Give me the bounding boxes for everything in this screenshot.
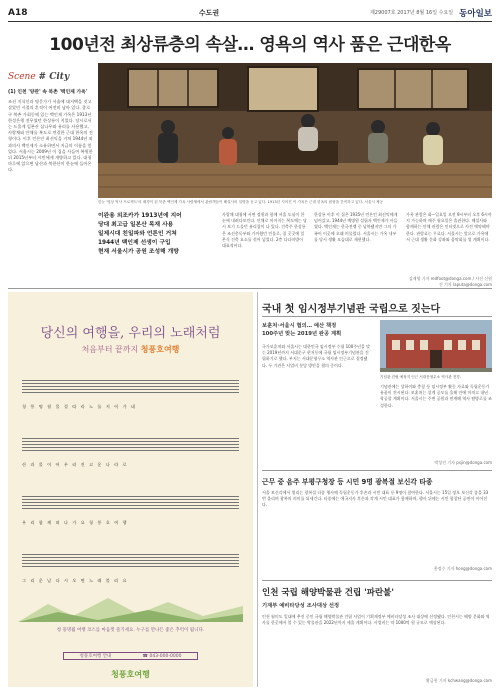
ad-title: 당신의 여행을, 우리의 노래처럼 — [40, 326, 221, 341]
ad-contact-right: ☎ 043-000-0000 — [142, 653, 182, 659]
story3-headline: 근무 중 음주 부평구청장 등 시민 9명 광복절 보신각 타종 — [262, 478, 433, 486]
main-byline: 김재영 기자 redfoot@donga.com / 사진 신원건 기자 laputa@donga.com — [408, 276, 492, 287]
music-staff — [22, 496, 239, 508]
story3-body: 서울 보신각에서 열리는 광복절 타종 행사에 독립운동가 후손과 시민 대표 등 9명이 참여한다. 서울시는 15일 정오 보신각 종을 33번 울리며 광복의 의미를 되새긴다. 타종에는 애국지사 후손과 각계 시민 대표가 함께하며, 행사 뒤에는 시민 합창단 공연이 이어진다. — [262, 490, 489, 508]
lyric-line: 산 과 물 이 어 우 러 진 고 운 나 라 로 — [22, 462, 129, 467]
main-left-column — [8, 90, 94, 174]
hanok-interior-illustration — [98, 63, 492, 198]
kicker-city: # City — [38, 72, 70, 82]
main-lead: (1) 인천 '양관' 속 북촌 '백인제 가옥' — [8, 90, 88, 95]
story4-body: 인천 월미도 일대에 추진 중인 국립 해양박물관 건립 사업이 기획재정부 예비타당성 조사 대상에 선정됐다. 인천시는 해양 문화와 역사를 한곳에서 볼 수 있는 박물관을 2022년까지 세울 계획이다. 사업비는 약 1000억 원 규모로 예상된다. — [262, 614, 490, 626]
story2-body-col1: 국가보훈처와 서울시는 대한민국 임시정부 수립 100주년을 맞는 2019년까지 서대문구 현저동에 국립 임시정부기념관을 건립하기로 했다. 부지는 서대문형무소 역사관 인근으로 결정됐다. 두 기관은 사업비 분담 방안을 협의 중이다. — [262, 344, 370, 368]
subhead: 이완용 외조카가 1913년에 지어 — [98, 213, 182, 219]
main-photo-caption: 한눈 '영상 역사 프로젝트'의 배경이 된 북촌 백인제 가옥 사랑채에서 관람객들이 해설사의 설명을 듣고 있다. 1913년 지어진 이 가옥은 근대 한옥의 원형을 간직하고 있다. 서울시 제공 — [98, 200, 383, 204]
main-body-col3: 가옥 관람은 화∼일요일 오전 9시부터 오후 6시까지 가능하며 매주 월요일은 휴관한다. 해설사와 함께하는 안채 관람은 인터넷으로 사전 예약해야 한다. 관람료는 무료다. 서울시는 앞으로 가옥에서 근대 생활 문화 강좌와 음악회를 열 계획이다. — [406, 212, 492, 242]
story2-photo-caption: 기념관 건립 예정지 인근 서대문형무소 역사관 전경. — [380, 375, 461, 379]
story4-byline: 황금천 기자 kchwang@donga.com — [425, 678, 492, 683]
main-body-col1: 사랑채 대청에 서면 정원과 함께 서울 도심이 한눈에 내려다보인다. 안채로 이어지는 복도에는 당시 보기 드물던 유리창이 나 있다. 건축주 한상룡은 조선총독부와 가까웠던 인물로, 집 곳곳에 일본식 건축 요소를 섞어 넣었다. 2층 다다미방이 대표적이다. — [222, 212, 307, 249]
story2-subhead: 보훈처·서울시 협의… 예산 책정 100주년 맞는 2019년 완공 계획 — [262, 323, 342, 337]
lyric-line: 그 리 운 날 다 시 오 면 노 래 불 러 요 — [22, 578, 129, 583]
ad-contact-left: 청풍호여행 안내 — [79, 654, 112, 659]
music-staff — [22, 380, 239, 392]
music-staff — [22, 554, 239, 566]
kicker-scene: Scene — [8, 72, 36, 82]
story3-byline: 홍정수 기자 hong@donga.com — [433, 566, 492, 571]
ad-subtitle — [8, 344, 253, 355]
lyric-line: 우 리 함 께 떠 나 가 요 청 풍 호 여 행 — [22, 520, 129, 525]
section-kicker — [8, 72, 69, 82]
section-name: 수도권 — [198, 8, 220, 17]
main-headline: 100년전 최상류층의 속살… 영욕의 역사 품은 근대한옥 — [49, 35, 451, 55]
story2-headline: 국내 첫 임시정부기념관 국립으로 짓는다 — [262, 304, 441, 315]
main-left-body: 조선 지식인과 명문가가 서울에 대저택을 짓고 살았던 시절의 흔적이 여전히 남아 있다. 종로구 북촌 가회동에 있는 백인제 가옥은 1913년 한성은행 전무였던 한상룡이 지었다. 당시로서는 드물게 일본산 삼나무와 유리를 사용했고, 사랑채와 안채를 복도로 연결한 근대 한옥의 전형이다. 이후 언론인 최선익을 거쳐 1944년 외과의사 백인제가 소유하면서 지금의 이름을 얻었다. 서울시는 2009년 이 집을 사들여 복원한 뒤 2015년부터 시민에게 개방하고 있다. 대청마루에 앉으면 남산과 북한산이 한눈에 들어온다. — [8, 99, 93, 173]
main-photo — [98, 63, 492, 198]
subhead: 일제시대 친일파와 언론인 거쳐 — [98, 231, 177, 237]
page-header — [8, 4, 492, 22]
divider — [262, 316, 492, 317]
divider — [8, 288, 492, 289]
column-divider — [257, 292, 258, 687]
story2-photo — [380, 320, 492, 372]
story4-subhead: 기재부 예비타당성 조사대상 선정 — [262, 603, 340, 609]
ad-contact-box — [63, 652, 198, 660]
building-illustration — [380, 320, 492, 372]
page-number: A18 — [8, 7, 28, 18]
story4-headline: 인천 국립 해양박물관 건립 '파란불' — [262, 588, 394, 598]
masthead: 동아일보 — [459, 8, 492, 19]
tourism-advertisement — [8, 292, 253, 687]
story2-byline: 박성진 기자 psjin@donga.com — [434, 460, 492, 465]
decorative-scenery — [18, 592, 243, 622]
divider — [262, 580, 492, 581]
main-subheads — [98, 212, 218, 257]
subhead: 현재 서울시가 공원 조성해 개방 — [98, 249, 179, 255]
subhead: 당대 최고급 일본산 목재 사용 — [98, 222, 174, 228]
ad-subtitle-lead: 처음부터 끝까지 — [81, 345, 139, 354]
lyric-line: 청 풍 명 월 물 결 따 라 노 를 저 어 가 네 — [22, 404, 137, 409]
ad-footer-note: 청 풍명월 여행 코스를 마음껏 즐기세요. 누구를 만나든 좋은 추억이 됩니다. — [56, 628, 205, 633]
subhead: 1944년 백인제 선생이 구입 — [98, 240, 171, 246]
issue-info: 제29007호 2017년 8월 16일 수요일 — [369, 10, 454, 16]
story2-body-col2: 기념관에는 상하이와 충칭 등 임시정부 활동 자료와 독립운동가 유품이 전시된다. 보훈처는 설계 공모를 올해 안에 마치고 내년 착공할 계획이다. 서울시는 주변 공원과 연계해 역사 탐방로를 조성한다. — [380, 384, 492, 408]
main-body-col2: 한상룡 이후 이 집은 1935년 언론인 최선익에게 넘어갔고, 1944년 백병원 설립자 백인제가 사들였다. 백인제는 한국전쟁 중 납북됐지만 그의 가족이 이곳에 오래 머물렀다. 서울시는 가옥 내부를 당시 생활 모습대로 재현했다. — [314, 212, 398, 242]
ad-brand-logo: 청풍호여행 — [111, 670, 150, 679]
divider — [262, 470, 492, 471]
music-staff — [22, 438, 239, 450]
ad-subtitle-brand: 청풍호여행 — [140, 345, 180, 354]
